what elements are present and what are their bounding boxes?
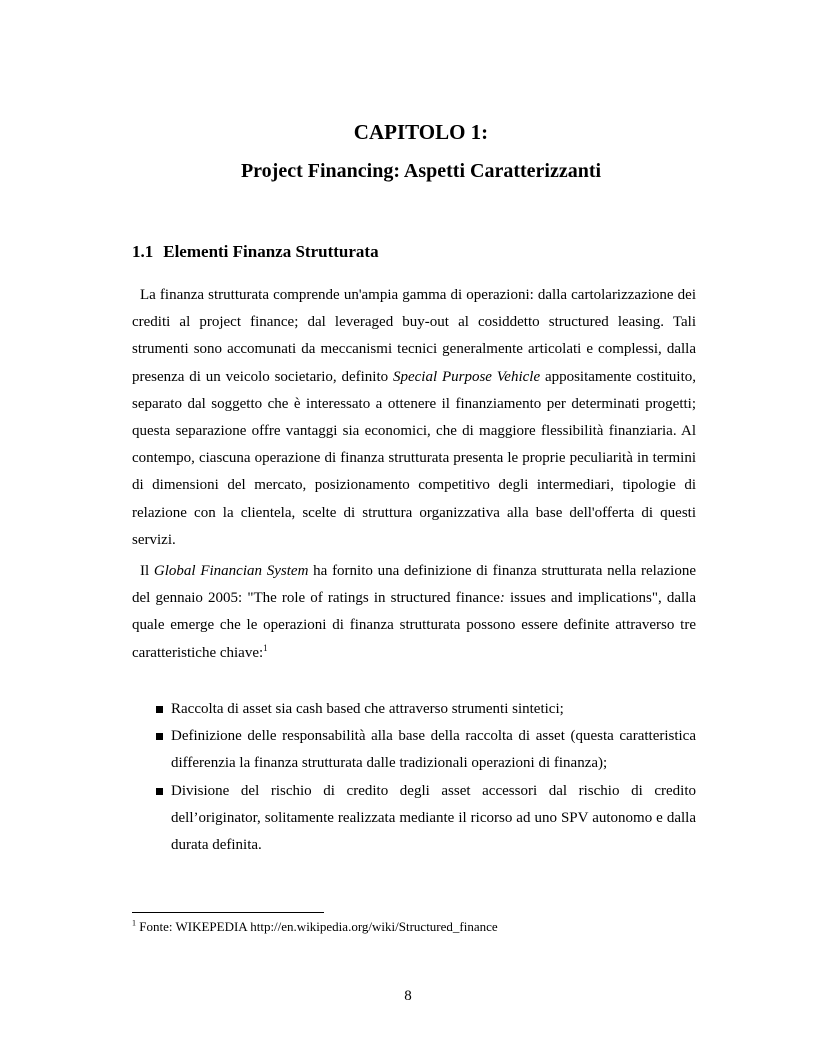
square-bullet-icon (156, 706, 163, 713)
list-item-text: Divisione del rischio di credito degli asset accessori dal rischio di credito dell’originator, solitamente realizzata mediante il ricorso ad uno SPV autonomo e dalla durata definita. (171, 782, 696, 854)
paragraph-1 (132, 282, 696, 554)
list-item (155, 723, 696, 777)
paragraph-1-text-a: La finanza strutturata comprende un'ampia gamma di operazioni: dalla cartolarizzazione dei crediti al project finance; dal leveraged buy-out al cosiddetto structured leasing. Tali strumenti sono accomunati da meccanismi tecnici generalmente articolati e complessi, dalla presenza di un veicolo societario, definito (132, 287, 696, 385)
square-bullet-icon (156, 788, 163, 795)
footnote (132, 918, 498, 936)
section-title: Elementi Finanza Strutturata (163, 242, 379, 261)
footnote-separator (132, 912, 324, 913)
list-item-text: Raccolta di asset sia cash based che attraverso strumenti sintetici; (171, 701, 564, 717)
paragraph-2-text-b: ha fornito una definizione di finanza strutturata nella relazione del gennaio 2005: "The role of ratings in structured finance (132, 563, 696, 607)
footnote-text: Fonte: WIKEPEDIA http://en.wikipedia.org/wiki/Structured_finance (136, 919, 498, 934)
list-item (155, 778, 696, 860)
section-number: 1.1 (132, 242, 154, 261)
paragraph-2 (132, 558, 696, 667)
list-item (155, 696, 696, 723)
page-number: 8 (404, 988, 412, 1004)
footnote-reference: 1 (263, 642, 268, 653)
list-item-text: Definizione delle responsabilità alla base della raccolta di asset (questa caratteristica differenzia la finanza strutturata dalle tradizionali operazioni di finanza); (171, 728, 696, 772)
square-bullet-icon (156, 733, 163, 740)
paragraph-2-text-a: Il (140, 563, 154, 579)
paragraph-1-italic: Special Purpose Vehicle (392, 368, 541, 385)
characteristics-list (155, 696, 696, 859)
footnote-marker: 1 (132, 918, 136, 928)
paragraph-2-italic: Global Financian System (153, 563, 309, 579)
paragraph-2-colon: : (499, 590, 505, 607)
chapter-number: CAPITOLO 1: (353, 120, 489, 144)
paragraph-2-text-c: issues and implications", dalla quale emerge che le operazioni di finanza strutturata possono essere definite attraverso tre caratteristiche chiave: (132, 590, 696, 661)
paragraph-1-text-b: appositamente costituito, separato dal soggetto che è interessato a ottenere il finanziamento per determinati progetti; questa separazione offre vantaggi sia economici, che di maggiore flessibilità finanziaria. Al contempo, ciascuna operazione di finanza strutturata presenta le proprie peculiarità in termini di dimensioni del mercato, posizionamento competitivo degli intermediari, tipologie di relazione con la clientela, scelte di struttura organizzativa alla base dell'offerta di questi servizi. (132, 368, 696, 548)
chapter-title: Project Financing: Aspetti Caratterizzanti (240, 160, 602, 182)
section-heading (132, 242, 379, 262)
